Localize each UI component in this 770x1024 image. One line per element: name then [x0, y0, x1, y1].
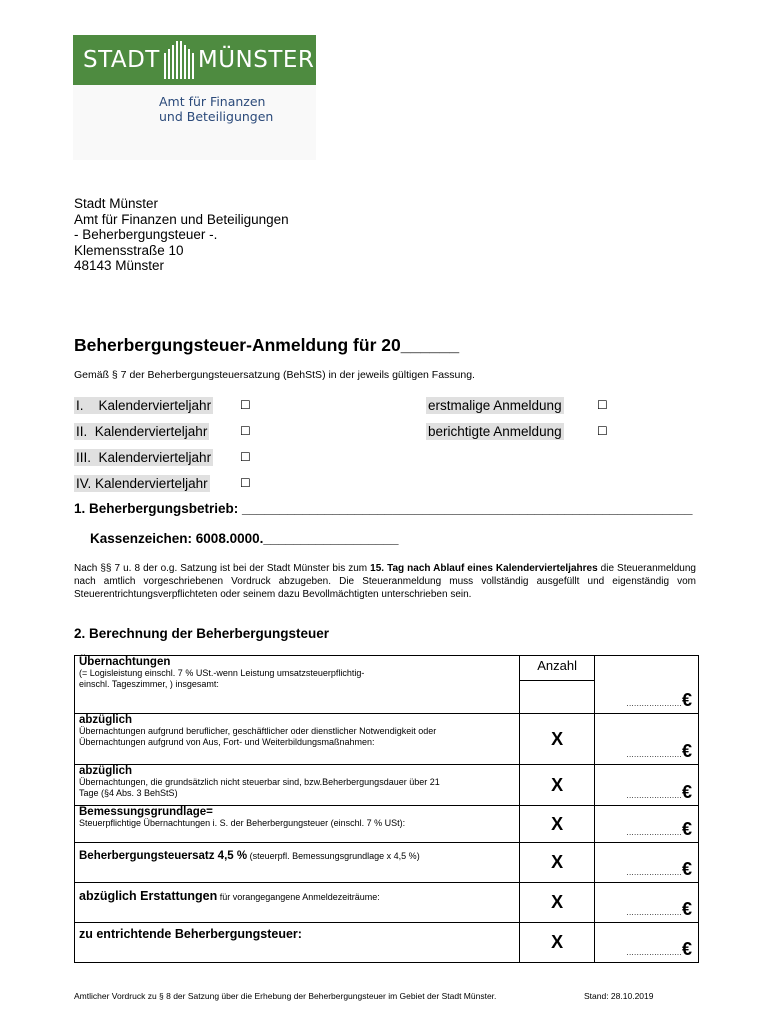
logo-word-right: MÜNSTER	[197, 47, 315, 73]
row-heading: abzüglich Erstattungen	[79, 889, 218, 903]
footer-date: Stand: 28.10.2019	[584, 991, 654, 1001]
row-description: (steuerpfl. Bemessungsgrundlage x 4,5 %)	[247, 851, 420, 861]
amount-dots: ......................	[626, 699, 682, 708]
count-cell	[519, 806, 595, 843]
section-calculation-title: 2. Berechnung der Beherbergungsteuer	[74, 626, 330, 641]
address-line: 48143 Münster	[74, 258, 165, 273]
logo-subtitle	[73, 85, 316, 160]
euro-sign: €	[681, 782, 692, 802]
x-mark: X	[551, 813, 564, 834]
count-header: Anzahl	[520, 656, 595, 681]
row-description-cell	[75, 656, 520, 714]
row-description-cell	[75, 883, 520, 923]
paragraph-part1: Nach §§ 7 u. 8 der o.g. Satzung ist bei der Stadt Münster bis zum	[74, 563, 371, 574]
quarter-checkbox-1[interactable]: ☐	[240, 398, 251, 412]
address-line: Klemensstraße 10	[74, 242, 184, 258]
paragraph-part2: die Steueranmeldung nach amtlich vorgeschriebenen Vordruck abzugeben. Die Steueranmeldung muss vollständig ausgefüllt und eigenständig vom Steuerentrichtungsverpflichteten oder seinem dazu Bevollmächtigten unterschrieben sein.	[74, 563, 696, 600]
amount-dots: ......................	[626, 868, 682, 877]
instruction-paragraph	[74, 562, 696, 601]
row-description-cell	[75, 843, 520, 883]
city-logo	[73, 35, 316, 85]
section-business-name[interactable]: 1. Beherbergungsbetrieb: ____________________________________________________________	[74, 501, 693, 516]
count-input[interactable]	[520, 681, 595, 713]
table-row	[75, 843, 699, 883]
count-cell	[519, 843, 595, 883]
amount-dots: ......................	[626, 948, 682, 957]
logo-word-left: STADT	[83, 47, 160, 73]
first-announcement-label: erstmalige Anmeldung	[428, 398, 562, 413]
quarter-label-2: II. Kalendervierteljahr	[76, 424, 208, 439]
recipient-address	[74, 196, 289, 274]
address-line: - Beherbergungsteuer -.	[74, 227, 218, 242]
first-announcement-checkbox[interactable]: ☐	[597, 398, 608, 412]
x-mark: X	[551, 892, 564, 912]
table-row	[75, 714, 699, 765]
table-row	[75, 656, 699, 714]
amount-dots: ......................	[626, 908, 682, 917]
logo-sub-line2: und Beteiligungen	[159, 109, 274, 124]
amount-cell[interactable]	[595, 883, 699, 923]
x-mark: X	[551, 852, 564, 872]
quarter-checkbox-4[interactable]: ☐	[240, 476, 251, 490]
x-mark: X	[551, 774, 564, 795]
quarter-checkbox-2[interactable]: ☐	[240, 424, 251, 438]
table-row	[75, 806, 699, 843]
count-cell	[519, 656, 595, 714]
count-cell	[519, 714, 595, 765]
amount-cell[interactable]	[595, 714, 699, 765]
address-line: Amt für Finanzen und Beteiligungen	[74, 211, 289, 227]
amount-cell[interactable]	[595, 765, 699, 806]
euro-sign: €	[681, 741, 692, 761]
quarter-label-1: I. Kalendervierteljahr	[76, 398, 212, 413]
table-row	[75, 883, 699, 923]
row-description: für vorangegangene Anmeldezeiträume:	[217, 892, 380, 902]
row-description: (= Logisleistung einschl. 7 % USt.-wenn Leistung umsatzsteuerpflichtig- einschl. Tageszimmer, ) insgesamt:	[79, 668, 365, 689]
euro-sign: €	[681, 819, 692, 839]
row-description: Übernachtungen, die grundsätzlich nicht steuerbar sind, bzw.Beherbergungsdauer über 21 Tage (§4 Abs. 3 BehStS)	[79, 777, 440, 798]
corrected-announcement-checkbox[interactable]: ☐	[597, 424, 608, 438]
amount-dots: ......................	[626, 828, 682, 837]
amount-dots: ......................	[626, 791, 682, 800]
x-mark: X	[551, 932, 564, 952]
euro-sign: €	[681, 859, 692, 879]
row-heading: Beherbergungsteuersatz 4,5 %	[79, 850, 248, 862]
row-description-cell	[75, 923, 520, 963]
form-title: Beherbergungsteuer-Anmeldung für 20______	[74, 335, 460, 355]
amount-dots: ......................	[626, 750, 682, 759]
row-description-cell	[75, 714, 520, 765]
tax-calculation-table	[74, 655, 699, 963]
table-row	[75, 923, 699, 963]
x-mark: X	[551, 728, 564, 749]
euro-sign: €	[681, 690, 692, 710]
form-subtitle: Gemäß § 7 der Beherbergungsteuersatzung (BehStS) in der jeweils gültigen Fassung.	[74, 369, 475, 381]
amount-cell[interactable]	[595, 806, 699, 843]
cash-reference-field[interactable]: Kassenzeichen: 6008.0000.__________________	[90, 531, 399, 546]
row-description-cell	[75, 765, 520, 806]
row-heading: Übernachtungen	[79, 656, 171, 668]
footer-note: Amtlicher Vordruck zu § 8 der Satzung über die Erhebung der Beherbergungsteuer im Gebiet der Stadt Münster.	[74, 991, 497, 1001]
amount-cell[interactable]	[595, 656, 699, 714]
quarter-label-3: III. Kalendervierteljahr	[76, 450, 212, 465]
row-heading: Bemessungsgrundlage=	[79, 806, 213, 818]
row-heading: zu entrichtende Beherbergungsteuer:	[79, 927, 302, 941]
euro-sign: €	[681, 939, 692, 959]
table-row	[75, 765, 699, 806]
amount-cell[interactable]	[595, 923, 699, 963]
count-cell	[519, 765, 595, 806]
cathedral-icon	[164, 41, 194, 79]
corrected-announcement-label: berichtigte Anmeldung	[428, 424, 562, 439]
amount-cell[interactable]	[595, 843, 699, 883]
row-description: Steuerpflichtige Übernachtungen i. S. der Beherbergungsteuer (einschl. 7 % USt):	[79, 818, 406, 828]
row-description: Übernachtungen aufgrund beruflicher, geschäftlicher oder dienstlicher Notwendigkeit oder Übernachtungen aufgrund von Aus, Fort- und Weiterbildungsmaßnahmen:	[79, 726, 437, 747]
row-description-cell	[75, 806, 520, 843]
row-heading: abzüglich	[79, 765, 133, 777]
paragraph-deadline: 15. Tag nach Ablauf eines Kalendervierteljahres	[370, 563, 598, 574]
logo-sub-line1: Amt für Finanzen	[159, 94, 266, 109]
quarter-checkbox-3[interactable]: ☐	[240, 450, 251, 464]
euro-sign: €	[681, 899, 692, 919]
address-line: Stadt Münster	[74, 196, 159, 211]
count-cell	[519, 883, 595, 923]
quarter-label-4: IV. Kalendervierteljahr	[76, 476, 208, 491]
count-cell	[519, 923, 595, 963]
row-heading: abzüglich	[79, 714, 133, 726]
